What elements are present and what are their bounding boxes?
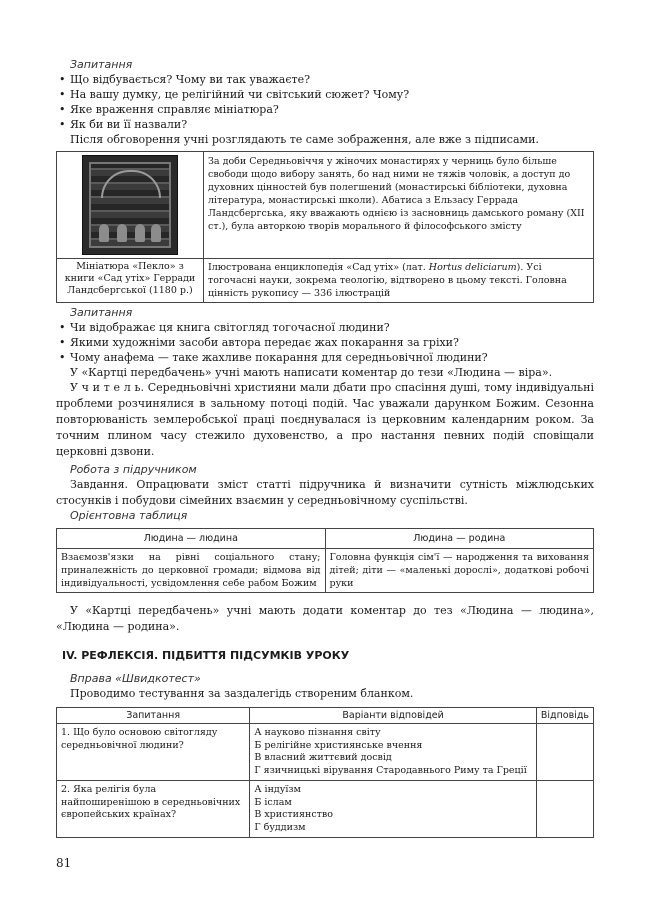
textbook-task: Завдання. Опрацювати зміст статті підручника й визначити сутність міжлюдських стосунків і побудови сімейних взаємин у середньовічному суспільстві. [56,478,594,507]
teacher-paragraph: У ч и т е л ь. Середньовічні християни мали дбати про спасіння душі, тому індивідуальні проблеми розчинялися в зальному потоці подій. Час уважали дарунком Божим. Сезонна повторюваність землеробської праці поєднувалася із церковним календарним роком. За точним плином часу стежило духовенство, а про настання певних подій сповіщали церковні дзвони. [56,381,594,458]
list-item: • Чому анафема — таке жахливе покарання для середньовічної людини? [56,350,594,365]
miniature-table [56,151,594,303]
table-header: Варіанти відповідей [250,708,537,724]
page-content [56,58,594,838]
quiz-question: 1. Що було основою світогляду середньовічної людини? [57,724,250,781]
table-cell: Взаємозв'язки на рівні соціального стану; приналежність до церковної громади; відмова від індивідуальності, усвідомлення себе рабом Божим [57,549,326,593]
list-item: • Яке враження справляє мініатюра? [56,102,594,117]
questions2-after: У «Картці передбачень» учні мають написати коментар до тези «Людина — віра». [70,366,553,379]
table-row [57,781,594,838]
list-item: • Як би ви її назвали? [56,117,594,132]
exercise-intro: Проводимо тестування за заздалегідь створеним бланком. [70,687,414,700]
quiz-option: Г буддизм [254,821,306,833]
quiz-option: В власний життєвий досвід [254,752,392,763]
after-table2: У «Картці передбачень» учні мають додати коментар до тез «Людина — людина», «Людина — родина». [56,604,594,633]
miniature-image-cell [57,152,204,259]
questions1-after: Після обговорення учні розглядають те саме зображення, але вже з підписами. [70,133,539,146]
quiz-table [56,707,594,838]
quiz-option: Б іслам [254,796,292,808]
quiz-option: А науково пізнання світу [254,727,381,738]
miniature-hell-illustration [82,155,178,255]
table-cell: Головна функція сім'ї — народження та виховання дітей; діти — «маленькі дорослі», додаткові робочі руки [325,549,594,593]
quiz-question: 2. Яка релігія була найпоширенішою в середньовічних європейських країнах? [57,781,250,838]
quiz-option: Г язичницькі вірування Стародавнього Риму та Греції [254,764,527,776]
quiz-answer [536,724,593,781]
list-item: • Чи відображає ця книга світогляд тогочасної людини? [56,320,594,335]
quiz-option: Б релігійне християнське вчення [254,739,423,751]
table-header: Людина — людина [57,529,326,549]
list-item: • Якими художніми засоби автора передає жах покарання за гріхи? [56,335,594,350]
questions2-list [56,320,594,365]
quiz-options [250,781,537,838]
encyclopedia-description: Ілюстрована енциклопедія «Сад утіх» (лат. Hortus deliciarum). Усі тогочасні науки, зокрема теологію, відтворено в цьому тексті. Головна цінність рукопису — 336 ілюстрацій [204,259,594,303]
miniature-caption: Мініатюра «Пекло» з книги «Сад утіх» Герради Ландсбергської (1180 р.) [57,259,204,303]
table-header: Запитання [57,708,250,724]
relations-table [56,528,594,593]
questions1-list [56,72,594,132]
quiz-option: А індуїзм [254,784,301,795]
table-header: Людина — родина [325,529,594,549]
table-header: Відповідь [536,708,593,724]
miniature-description: За доби Середньовіччя у жіночих монастирях у черниць було більше свободи щодо вибору занять, бо над ними не тяжів чоловік, а доступ до духовних цінностей був полегшений (монастирські бібліотеки, духовна література, монастирські школи). Абатиса з Ельзасу Геррада Ландсбергська, яку вважають однією із засновниць дамського роману (XII ст.), була авторкою творів морального й філософського змісту [204,152,594,259]
page-number: 81 [56,856,72,870]
textbook-title: Робота з підручником [70,463,197,476]
table2-title: Орієнтовна таблиця [70,509,188,522]
quiz-answer [536,781,593,838]
questions2-title: Запитання [70,306,133,319]
questions1-title: Запитання [70,58,133,71]
quiz-option: В християнство [254,809,333,820]
quiz-options [250,724,537,781]
list-item: • На вашу думку, це релігійний чи світський сюжет? Чому? [56,87,594,102]
exercise-title: Вправа «Швидкотест» [70,672,201,685]
table-row [57,724,594,781]
list-item: • Що відбувається? Чому ви так уважаєте? [56,72,594,87]
section-heading: IV. РЕФЛЕКСІЯ. ПІДБИТТЯ ПІДСУМКІВ УРОКУ [62,649,350,662]
